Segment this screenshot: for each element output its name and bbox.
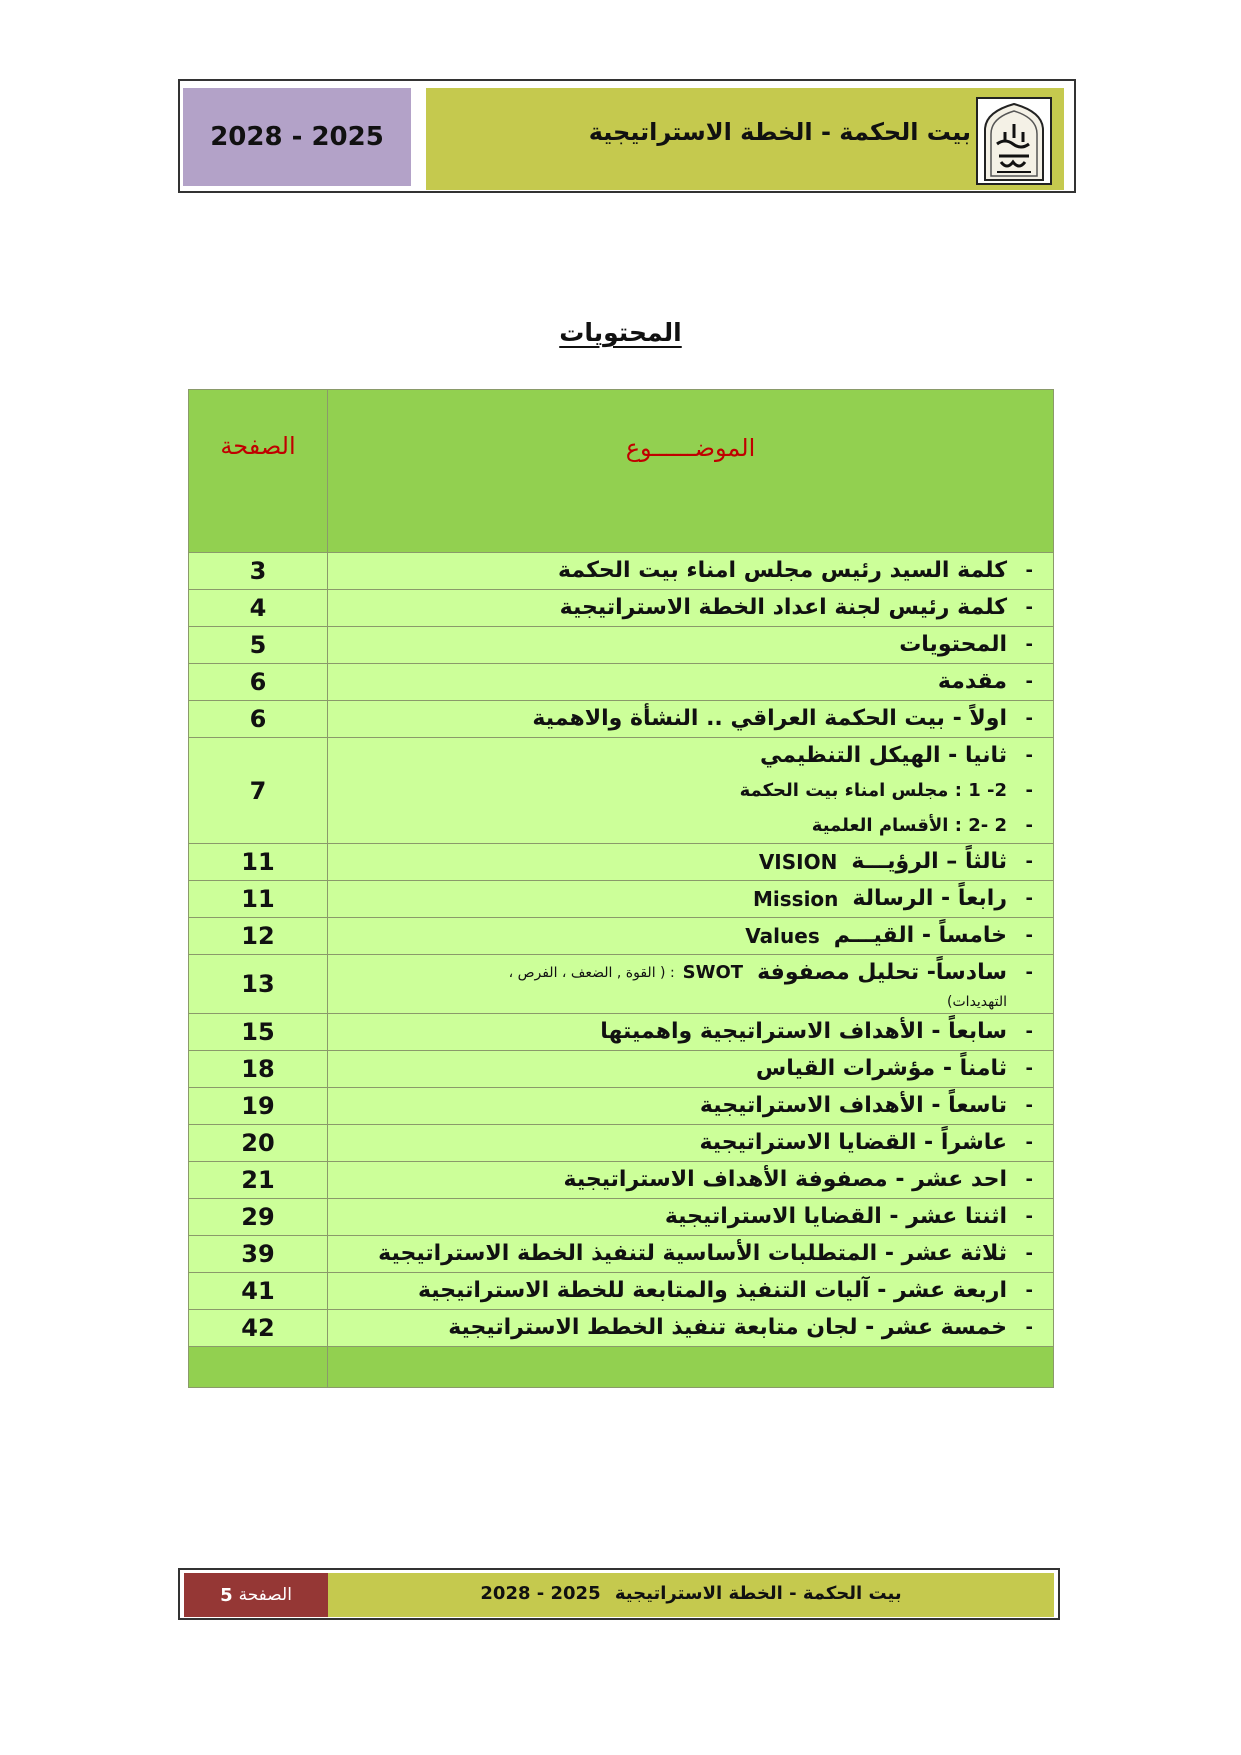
row-page-number: 21 bbox=[189, 1162, 328, 1199]
row-subject: - ثلاثة عشر - المتطلبات الأساسية لتنفيذ الخطة الاستراتيجية bbox=[328, 1236, 1054, 1273]
row-page-number: 13 bbox=[189, 955, 328, 1014]
row-page-number: 6 bbox=[189, 664, 328, 701]
table-row[interactable] bbox=[189, 664, 1054, 701]
footer-page-label: الصفحة bbox=[238, 1585, 292, 1605]
contents-table bbox=[188, 389, 1054, 1388]
table-row[interactable] bbox=[189, 1088, 1054, 1125]
table-row[interactable] bbox=[189, 1051, 1054, 1088]
row-subject: - تاسعاً - الأهداف الاستراتيجية bbox=[328, 1088, 1054, 1125]
row-subject: - كلمة السيد رئيس مجلس امناء بيت الحكمة bbox=[328, 553, 1054, 590]
row-page-number: 20 bbox=[189, 1125, 328, 1162]
table-row[interactable] bbox=[189, 955, 1054, 1014]
footer-page-number: 5 bbox=[220, 1584, 233, 1606]
header-years-band bbox=[183, 88, 411, 186]
row-page-number: 39 bbox=[189, 1236, 328, 1273]
row-subject: - سادساً- تحليل مصفوفة SWOT : ( القوة , الضعف ، الفرص ، التهديدات) bbox=[328, 955, 1054, 1014]
row-page-number: 19 bbox=[189, 1088, 328, 1125]
latin-label: SWOT bbox=[682, 962, 744, 983]
row-page-number: 7 bbox=[189, 738, 328, 844]
table-row[interactable] bbox=[189, 1273, 1054, 1310]
table-row[interactable] bbox=[189, 918, 1054, 955]
row-subject: - مقدمة bbox=[328, 664, 1054, 701]
table-row[interactable] bbox=[189, 1125, 1054, 1162]
row-page-number: 42 bbox=[189, 1310, 328, 1347]
row-subject: - عاشراً - القضايا الاستراتيجية bbox=[328, 1125, 1054, 1162]
row-page-number: 18 bbox=[189, 1051, 328, 1088]
header-years: 2028 - 2025 bbox=[210, 122, 384, 152]
table-row[interactable] bbox=[189, 1162, 1054, 1199]
table-row[interactable] bbox=[189, 553, 1054, 590]
row-page-number: 5 bbox=[189, 627, 328, 664]
sub-item: 2- 1 : مجلس امناء بيت الحكمة bbox=[739, 780, 1007, 801]
table-row[interactable] bbox=[189, 881, 1054, 918]
latin-label: VISION bbox=[758, 850, 838, 874]
row-page-number: 12 bbox=[189, 918, 328, 955]
row-subject: - اولاً - بيت الحكمة العراقي .. النشأة والاهمية bbox=[328, 701, 1054, 738]
table-row[interactable] bbox=[189, 1236, 1054, 1273]
table-row[interactable] bbox=[189, 1310, 1054, 1347]
table-row[interactable] bbox=[189, 590, 1054, 627]
row-subject: - سابعاً - الأهداف الاستراتيجية واهميتها bbox=[328, 1014, 1054, 1051]
swot-detail-continued: التهديدات) bbox=[947, 994, 1007, 1010]
row-subject: - رابعاً - الرسالة Mission bbox=[328, 881, 1054, 918]
swot-detail: : ( القوة , الضعف ، الفرص ، bbox=[508, 965, 675, 981]
row-page-number: 6 bbox=[189, 701, 328, 738]
row-subject: - ثالثاً – الرؤيـــة VISION bbox=[328, 844, 1054, 881]
subject-column-header: الموضــــــوع bbox=[328, 390, 1054, 553]
row-page-number: 41 bbox=[189, 1273, 328, 1310]
latin-label: Values bbox=[745, 924, 820, 948]
page-column-header: الصفحة bbox=[189, 390, 328, 553]
row-subject: - خمسة عشر - لجان متابعة تنفيذ الخطط الاستراتيجية bbox=[328, 1310, 1054, 1347]
row-page-number: 11 bbox=[189, 881, 328, 918]
row-subject: - ثانيا - الهيكل التنظيمي - 2- 1 : مجلس امناء بيت الحكمة - 2 -2 : الأقسام العلمية bbox=[328, 738, 1054, 844]
latin-label: Mission bbox=[753, 887, 839, 911]
row-subject: - خامساً - القيـــم Values bbox=[328, 918, 1054, 955]
footer-years: 2028 - 2025 bbox=[480, 1583, 601, 1604]
table-row[interactable] bbox=[189, 627, 1054, 664]
footer-page-badge bbox=[184, 1573, 328, 1617]
row-subject: - كلمة رئيس لجنة اعداد الخطة الاستراتيجية bbox=[328, 590, 1054, 627]
table-row[interactable] bbox=[189, 1014, 1054, 1051]
table-row[interactable] bbox=[189, 701, 1054, 738]
row-subject: - اثنتا عشر - القضايا الاستراتيجية bbox=[328, 1199, 1054, 1236]
sub-item: 2 -2 : الأقسام العلمية bbox=[811, 815, 1007, 836]
row-page-number: 29 bbox=[189, 1199, 328, 1236]
table-row[interactable] bbox=[189, 844, 1054, 881]
row-page-number: 3 bbox=[189, 553, 328, 590]
row-page-number: 11 bbox=[189, 844, 328, 881]
row-page-number: 15 bbox=[189, 1014, 328, 1051]
house-of-wisdom-logo-icon bbox=[975, 96, 1053, 186]
row-subject: - المحتويات bbox=[328, 627, 1054, 664]
table-row[interactable] bbox=[189, 1199, 1054, 1236]
page-title: المحتويات bbox=[559, 318, 682, 347]
row-page-number: 4 bbox=[189, 590, 328, 627]
table-header-row bbox=[189, 390, 1054, 553]
footer-title: بيت الحكمة - الخطة الاستراتيجية 2028 - 2025 bbox=[480, 1583, 902, 1604]
row-subject: - اربعة عشر - آليات التنفيذ والمتابعة للخطة الاستراتيجية bbox=[328, 1273, 1054, 1310]
table-row[interactable] bbox=[189, 738, 1054, 844]
header-title: بيت الحكمة - الخطة الاستراتيجية bbox=[588, 118, 971, 146]
row-subject: - ثامناً - مؤشرات القياس bbox=[328, 1051, 1054, 1088]
table-footer-row bbox=[189, 1347, 1054, 1388]
row-subject: - احد عشر - مصفوفة الأهداف الاستراتيجية bbox=[328, 1162, 1054, 1199]
